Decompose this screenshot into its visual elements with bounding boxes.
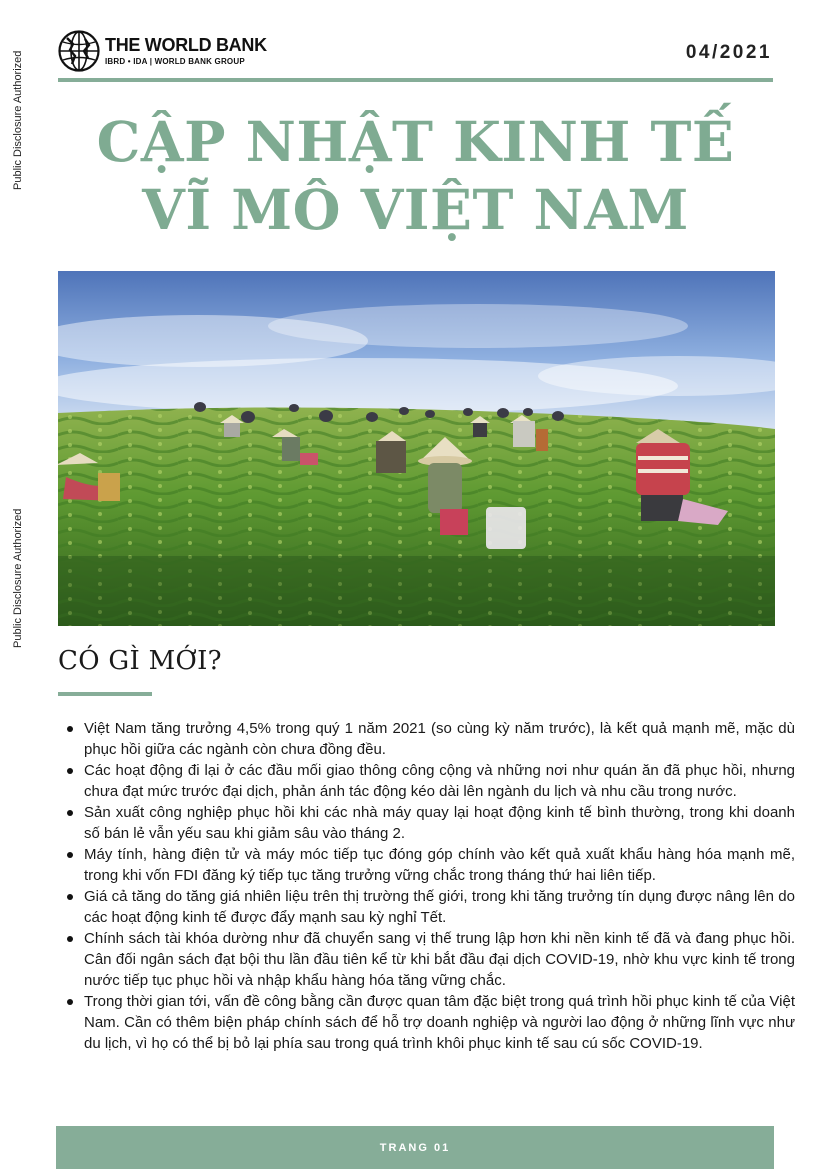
page-title <box>58 108 773 244</box>
title-line-2: VĨ MÔ VIỆT NAM <box>142 177 689 242</box>
highlights-list <box>62 718 795 1054</box>
section-divider <box>58 692 152 696</box>
disclosure-label-top: Public Disclosure Authorized <box>12 50 24 190</box>
list-item: Máy tính, hàng điện tử và máy móc tiếp tục đóng góp chính vào kết quả xuất khẩu hàng hóa mạnh mẽ, trong khi vốn FDI đăng ký tiếp tục tăng trưởng vững chắc trong tháng thứ hai liên tiếp. <box>84 846 795 884</box>
title-line-1: CẬP NHẬT KINH TẾ <box>96 109 735 174</box>
list-item: Trong thời gian tới, vấn đề công bằng cần được quan tâm đặc biệt trong quá trình hồi phục kinh tế của Việt Nam. Cần có thêm biện pháp chính sách để hỗ trợ doanh nghiệp và người lao động ở những lĩnh vực như du lịch, vì họ có thể bị bỏ lại phía sau trong quá trình khôi phục kinh tế sau cú sốc COVID-19. <box>84 993 795 1052</box>
list-item: Việt Nam tăng trưởng 4,5% trong quý 1 năm 2021 (so cùng kỳ năm trước), là kết quả mạnh mẽ, mặc dù phục hồi giữa các ngành còn chưa đồng đều. <box>84 720 795 758</box>
hero-photo-tea-field <box>58 271 775 626</box>
org-subtitle: IBRD • IDA | WORLD BANK GROUP <box>105 57 245 66</box>
list-item: Các hoạt động đi lại ở các đầu mối giao thông công cộng và những nơi như quán ăn đã phục hồi, nhưng chưa đạt mức trước đại dịch, phản ánh tác động kéo dài lên ngành du lịch và nhu cầu trong nước. <box>84 762 795 800</box>
section-heading: CÓ GÌ MỚI? <box>58 646 222 676</box>
issue-date: 04/2021 <box>685 42 772 63</box>
disclosure-label-bottom: Public Disclosure Authorized <box>12 508 24 648</box>
list-item: Sản xuất công nghiệp phục hồi khi các nhà máy quay lại hoạt động kinh tế bình thường, trong khi doanh số bán lẻ vẫn yếu sau khi giảm sâu vào tháng 2. <box>84 804 795 842</box>
page-footer <box>56 1126 774 1169</box>
list-item: Giá cả tăng do tăng giá nhiên liệu trên thị trường thế giới, trong khi tăng trưởng tín dụng được nâng lên do các hoạt động kinh tế được đẩy mạnh sau kỳ nghỉ Tết. <box>84 888 795 926</box>
list-item: Chính sách tài khóa dường như đã chuyển sang vị thế trung lập hơn khi nền kinh tế đã và đang phục hồi. Cân đối ngân sách đạt bội thu lần đầu tiên kể từ khi bắt đầu đại dịch COVID-19, nhờ khu vực kinh tế trong nước tiếp tục phục hồi và nhập khẩu hàng hóa tăng vững chắc. <box>84 930 795 989</box>
tea-field-illustration <box>58 271 775 626</box>
globe-icon <box>58 30 100 72</box>
org-name: THE WORLD BANK <box>105 35 267 55</box>
header-divider <box>58 78 773 82</box>
page-number: TRANG 01 <box>379 1141 451 1154</box>
world-bank-logo <box>58 29 267 73</box>
